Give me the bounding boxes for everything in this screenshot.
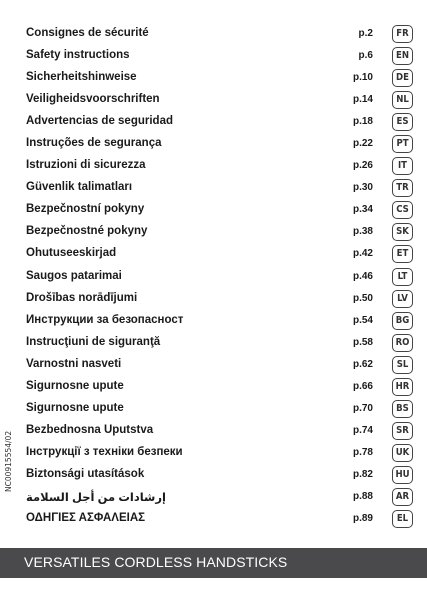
toc-row-fr[interactable] — [0, 23, 427, 45]
toc-title: Istruzioni di sicurezza — [26, 159, 146, 172]
language-badge: RO — [392, 334, 413, 352]
toc-page: p.82 — [352, 468, 373, 480]
language-badge: DE — [392, 69, 413, 87]
toc-title: Varnostni nasveti — [26, 357, 122, 370]
language-badge: HR — [392, 378, 413, 396]
toc-title: Instruções de segurança — [26, 137, 162, 150]
toc-page: p.34 — [352, 204, 373, 216]
toc-page: p.10 — [352, 72, 373, 84]
language-badge: CS — [392, 201, 413, 219]
toc-page: p.66 — [352, 380, 373, 392]
toc-page: p.18 — [352, 116, 373, 128]
toc-row-cs[interactable] — [0, 199, 427, 221]
toc-title: Sigurnosne upute — [26, 401, 124, 414]
language-badge: ES — [392, 113, 413, 131]
toc-row-el[interactable] — [0, 508, 427, 530]
table-of-contents — [0, 23, 427, 530]
toc-page: p.74 — [352, 424, 373, 436]
toc-title: ΟΔΗΓΙΕΣ ΑΣΦΑΛΕΙΑΣ — [26, 512, 146, 525]
toc-page: p.30 — [352, 182, 373, 194]
toc-title: Drošības norādījumi — [26, 291, 138, 304]
toc-row-hr[interactable] — [0, 376, 427, 398]
toc-row-tr[interactable] — [0, 177, 427, 199]
toc-page: p.54 — [352, 314, 373, 326]
toc-page: p.70 — [352, 402, 373, 414]
toc-row-sl[interactable] — [0, 354, 427, 376]
language-badge: EL — [392, 510, 413, 528]
toc-page: p.50 — [352, 292, 373, 304]
toc-page: p.88 — [352, 490, 373, 502]
toc-page: p.46 — [352, 270, 373, 282]
toc-title: Bezbednosna Uputstva — [26, 423, 154, 436]
toc-row-et[interactable] — [0, 243, 427, 265]
toc-page: p.14 — [352, 94, 373, 106]
language-badge: FR — [392, 25, 413, 43]
toc-row-uk[interactable] — [0, 442, 427, 464]
toc-title: Saugos patarimai — [26, 269, 122, 282]
toc-row-de[interactable] — [0, 67, 427, 89]
toc-page: p.42 — [352, 248, 373, 260]
toc-page: p.6 — [358, 50, 373, 62]
language-badge: IT — [392, 157, 413, 175]
toc-title: Інструкції з техніки безпеки — [26, 445, 183, 458]
toc-page: p.89 — [352, 513, 373, 525]
toc-row-lt[interactable] — [0, 266, 427, 288]
toc-row-sk[interactable] — [0, 221, 427, 243]
toc-page: p.58 — [352, 336, 373, 348]
toc-title: Инструкции за безопасност — [26, 313, 184, 326]
toc-page: p.22 — [352, 138, 373, 150]
toc-title: Bezpečnostní pokyny — [26, 203, 145, 216]
language-badge: UK — [392, 444, 413, 462]
language-badge: SL — [392, 356, 413, 374]
toc-title: Ohutuseeskirjad — [26, 247, 117, 260]
language-badge: NL — [392, 91, 413, 109]
toc-title: Bezpečnostné pokyny — [26, 225, 148, 238]
toc-row-nl[interactable] — [0, 89, 427, 111]
language-badge: EN — [392, 47, 413, 65]
toc-row-lv[interactable] — [0, 288, 427, 310]
toc-title: Biztonsági utasítások — [26, 467, 145, 480]
toc-row-hu[interactable] — [0, 464, 427, 486]
toc-title: Advertencias de seguridad — [26, 115, 173, 128]
toc-page: p.78 — [352, 446, 373, 458]
language-badge: BG — [392, 312, 413, 330]
language-badge: PT — [392, 135, 413, 153]
toc-title: Consignes de sécurité — [26, 27, 149, 39]
toc-title: Sigurnosne upute — [26, 379, 124, 392]
toc-title: Güvenlik talimatları — [26, 181, 133, 194]
product-title: VERSATILES CORDLESS HANDSTICKS — [24, 554, 288, 570]
language-badge: AR — [392, 488, 413, 506]
toc-page: p.2 — [358, 28, 373, 39]
toc-row-sr[interactable] — [0, 420, 427, 442]
toc-row-bs[interactable] — [0, 398, 427, 420]
footer-banner — [0, 548, 427, 578]
toc-page: p.38 — [352, 226, 373, 238]
language-badge: BS — [392, 400, 413, 418]
language-badge: ET — [392, 245, 413, 263]
toc-row-en[interactable] — [0, 45, 427, 67]
toc-title: Instrucţiuni de siguranţă — [26, 335, 161, 348]
toc-row-ar[interactable] — [0, 486, 427, 508]
toc-page: p.26 — [352, 160, 373, 172]
toc-title: Veiligheidsvoorschriften — [26, 93, 160, 106]
language-badge: SK — [392, 223, 413, 241]
toc-page: p.62 — [352, 358, 373, 370]
language-badge: LV — [392, 290, 413, 308]
toc-title: Safety instructions — [26, 49, 130, 62]
language-badge: SR — [392, 422, 413, 440]
toc-row-ro[interactable] — [0, 332, 427, 354]
toc-title: إرشادات من أجل السلامة — [26, 491, 166, 504]
toc-row-it[interactable] — [0, 155, 427, 177]
language-badge: TR — [392, 179, 413, 197]
toc-title: Sicherheitshinweise — [26, 71, 137, 84]
language-badge: HU — [392, 466, 413, 484]
language-badge: LT — [392, 268, 413, 286]
toc-row-bg[interactable] — [0, 310, 427, 332]
document-reference: NC00915554/02 — [4, 430, 13, 492]
toc-row-pt[interactable] — [0, 133, 427, 155]
toc-row-es[interactable] — [0, 111, 427, 133]
